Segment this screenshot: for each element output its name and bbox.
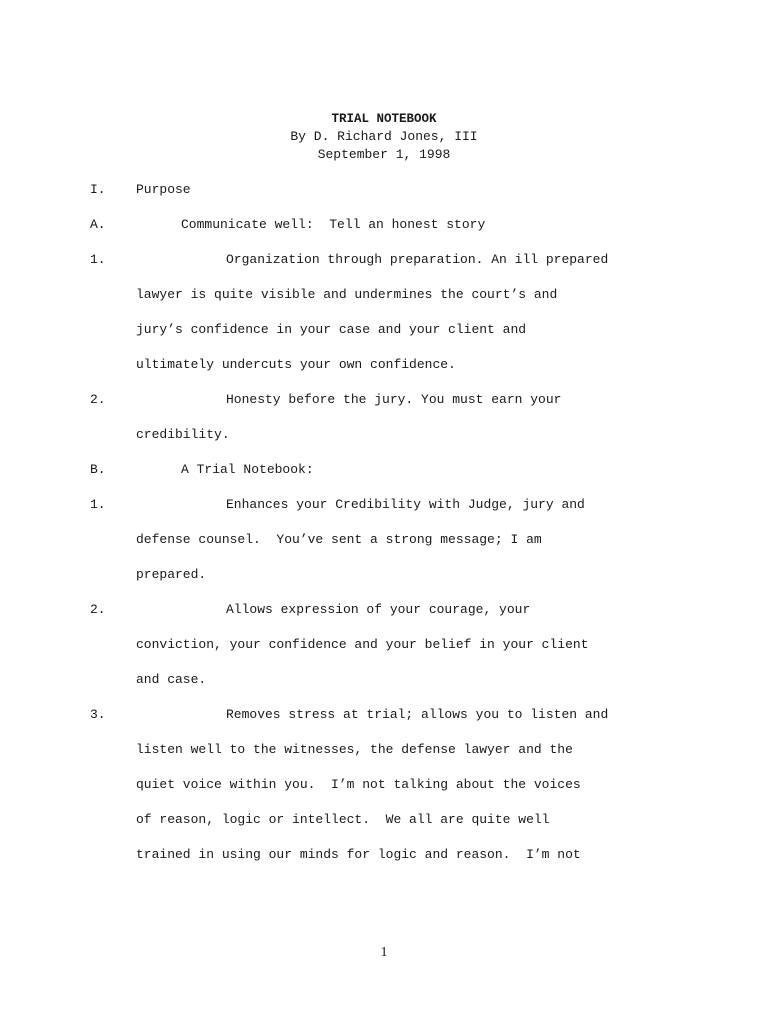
paragraph-line: Allows expression of your courage, your — [226, 602, 531, 617]
item-number: 2. — [90, 392, 106, 407]
paragraph-line: Organization through preparation. An ill prepared — [226, 252, 609, 267]
item-number: 1. — [90, 497, 106, 512]
paragraph-line: defense counsel. You’ve sent a strong message; I am — [136, 532, 542, 547]
paragraph-line: of reason, logic or intellect. We all are quite well — [136, 812, 550, 827]
paragraph-line: ultimately undercuts your own confidence. — [136, 357, 456, 372]
item-text: A Trial Notebook: — [181, 462, 314, 477]
document-author: By D. Richard Jones, III — [290, 129, 478, 144]
item-number: 1. — [90, 252, 106, 267]
paragraph-line: listen well to the witnesses, the defense lawyer and the — [136, 742, 573, 757]
item-number: A. — [90, 217, 106, 232]
paragraph-line: prepared. — [136, 567, 207, 582]
paragraph-line: and case. — [136, 672, 207, 687]
section-heading: Purpose — [136, 182, 191, 197]
item-number: 3. — [90, 707, 106, 722]
item-number: B. — [90, 462, 106, 477]
document-title: TRIAL NOTEBOOK — [331, 112, 437, 126]
paragraph-line: jury’s confidence in your case and your client and — [136, 322, 527, 337]
paragraph-line: Removes stress at trial; allows you to listen and — [226, 707, 609, 722]
document-date: September 1, 1998 — [317, 147, 451, 162]
section-number: I. — [90, 182, 106, 197]
paragraph-line: trained in using our minds for logic and reason. I’m not — [136, 847, 581, 862]
paragraph-line: Honesty before the jury. You must earn your — [226, 392, 562, 407]
paragraph-line: Enhances your Credibility with Judge, jury and — [226, 497, 585, 512]
paragraph-line: lawyer is quite visible and undermines the court’s and — [136, 287, 558, 302]
paragraph-line: quiet voice within you. I’m not talking about the voices — [136, 777, 581, 792]
paragraph-line: conviction, your confidence and your belief in your client — [136, 637, 589, 652]
page-number: 1 — [380, 945, 388, 960]
item-text: Communicate well: Tell an honest story — [181, 217, 486, 232]
item-number: 2. — [90, 602, 106, 617]
paragraph-line: credibility. — [136, 427, 230, 442]
